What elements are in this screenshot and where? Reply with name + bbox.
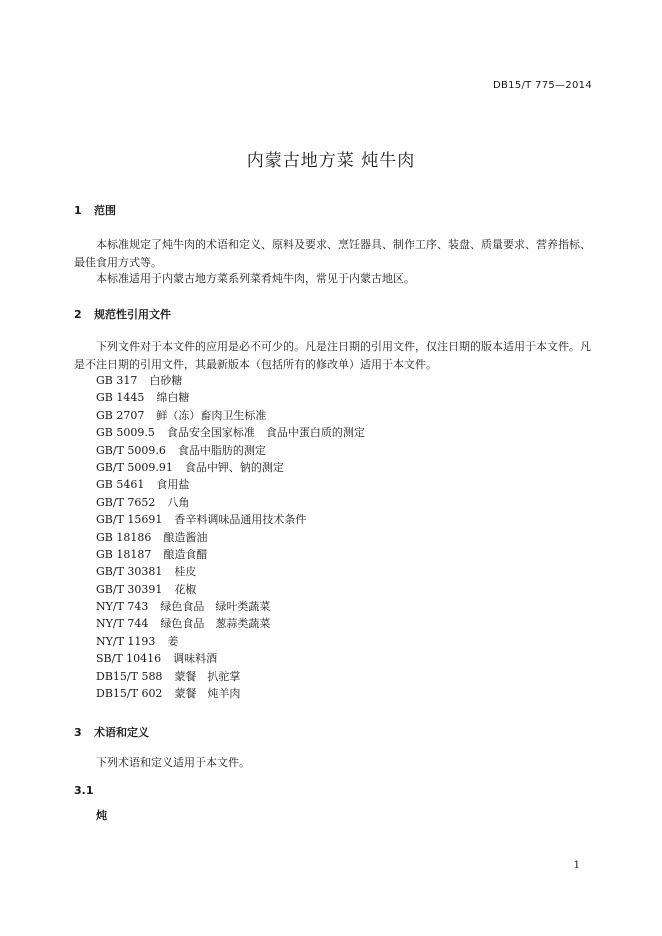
reference-name: 蒙餐 炖羊肉 <box>174 687 241 701</box>
reference-name: 调味料酒 <box>173 652 218 666</box>
section-2-heading <box>74 306 171 322</box>
reference-code: GB 317 <box>96 374 138 387</box>
subsection-3-1-number: 3.1 <box>74 784 94 797</box>
reference-item <box>96 563 365 580</box>
reference-code: DB15/T 602 <box>96 687 163 701</box>
reference-item <box>96 389 365 406</box>
reference-name: 桂皮 <box>174 565 197 579</box>
reference-code: NY/T 1193 <box>96 634 156 648</box>
reference-item <box>96 511 365 528</box>
reference-item <box>96 598 365 615</box>
reference-item <box>96 615 365 632</box>
document-title: 内蒙古地方菜 炖牛肉 <box>246 151 416 171</box>
reference-name: 食品中钾、钠的测定 <box>184 460 284 474</box>
reference-name: 八角 <box>167 495 190 509</box>
reference-item <box>96 459 365 476</box>
reference-item <box>96 668 365 685</box>
reference-item <box>96 424 365 441</box>
reference-code: GB 2707 <box>96 408 145 422</box>
reference-code: GB/T 30391 <box>96 582 163 596</box>
reference-name: 蒙餐 扒驼掌 <box>174 669 241 683</box>
reference-item <box>96 442 365 459</box>
reference-code: GB/T 15691 <box>96 513 163 527</box>
reference-code: SB/T 10416 <box>96 652 162 666</box>
reference-name: 花椒 <box>174 582 197 596</box>
reference-name: 绵白糖 <box>156 391 190 405</box>
reference-code: GB 1445 <box>96 391 145 405</box>
reference-code: GB 5461 <box>96 478 145 492</box>
page-number: 1 <box>573 860 580 871</box>
reference-name: 酿造食醋 <box>163 547 208 561</box>
reference-code: GB 18187 <box>96 547 152 561</box>
section-1-paragraph-2: 本标准适用于内蒙古地方菜系列菜肴炖牛肉，常见于内蒙古地区。 <box>96 272 415 285</box>
section-number: 1 <box>74 204 82 217</box>
reference-item <box>96 633 365 650</box>
reference-code: GB/T 30381 <box>96 565 163 579</box>
section-number: 2 <box>74 308 82 321</box>
reference-name: 食用盐 <box>156 478 190 492</box>
reference-item <box>96 650 365 667</box>
reference-name: 食品中脂肪的测定 <box>177 443 266 457</box>
reference-code: GB 18186 <box>96 530 152 544</box>
section-title: 术语和定义 <box>94 726 149 739</box>
reference-name: 姜 <box>167 634 179 648</box>
section-2-paragraph-1: 下列文件对于本文件的应用是必不可少的。凡是注日期的引用文件，仅注日期的版本适用于本文件。凡是不注日期的引用文件，其最新版本（包括所有的修改单）适用于本文件。 <box>74 340 591 371</box>
reference-item <box>96 581 365 598</box>
reference-name: 香辛料调味品通用技术条件 <box>174 513 307 527</box>
reference-name: 绿色食品 绿叶类蔬菜 <box>160 600 271 614</box>
reference-item <box>96 529 365 546</box>
reference-item <box>96 372 365 389</box>
section-3-paragraph-1: 下列术语和定义适用于本文件。 <box>96 756 250 769</box>
section-1-heading <box>74 202 116 218</box>
reference-item <box>96 476 365 493</box>
reference-code: NY/T 744 <box>96 617 149 631</box>
reference-code: GB/T 5009.6 <box>96 443 166 457</box>
section-title: 规范性引用文件 <box>94 308 171 321</box>
reference-code: NY/T 743 <box>96 600 149 614</box>
section-number: 3 <box>74 726 82 739</box>
reference-item <box>96 494 365 511</box>
section-title: 范围 <box>94 204 116 217</box>
reference-name: 鲜（冻）畜肉卫生标准 <box>156 408 267 422</box>
reference-list <box>96 372 365 702</box>
reference-name: 绿色食品 葱蒜类蔬菜 <box>160 617 271 631</box>
reference-name: 酿造酱油 <box>163 530 208 544</box>
reference-item <box>96 685 365 702</box>
reference-code: GB 5009.5 <box>96 426 155 440</box>
reference-code: GB/T 5009.91 <box>96 460 173 474</box>
section-1-paragraph-1: 本标准规定了炖牛肉的术语和定义、原料及要求、烹饪器具、制作工序、装盘、质量要求、营养指标、最佳食用方式等。 <box>74 238 591 269</box>
section-3-heading <box>74 724 149 740</box>
document-code: DB15/T 775—2014 <box>493 80 592 91</box>
reference-name: 白砂糖 <box>149 374 183 387</box>
reference-name: 食品安全国家标准 食品中蛋白质的测定 <box>166 426 365 440</box>
reference-code: DB15/T 588 <box>96 669 163 683</box>
term-stew: 炖 <box>96 809 107 822</box>
reference-item <box>96 546 365 563</box>
reference-item <box>96 407 365 424</box>
reference-code: GB/T 7652 <box>96 495 156 509</box>
